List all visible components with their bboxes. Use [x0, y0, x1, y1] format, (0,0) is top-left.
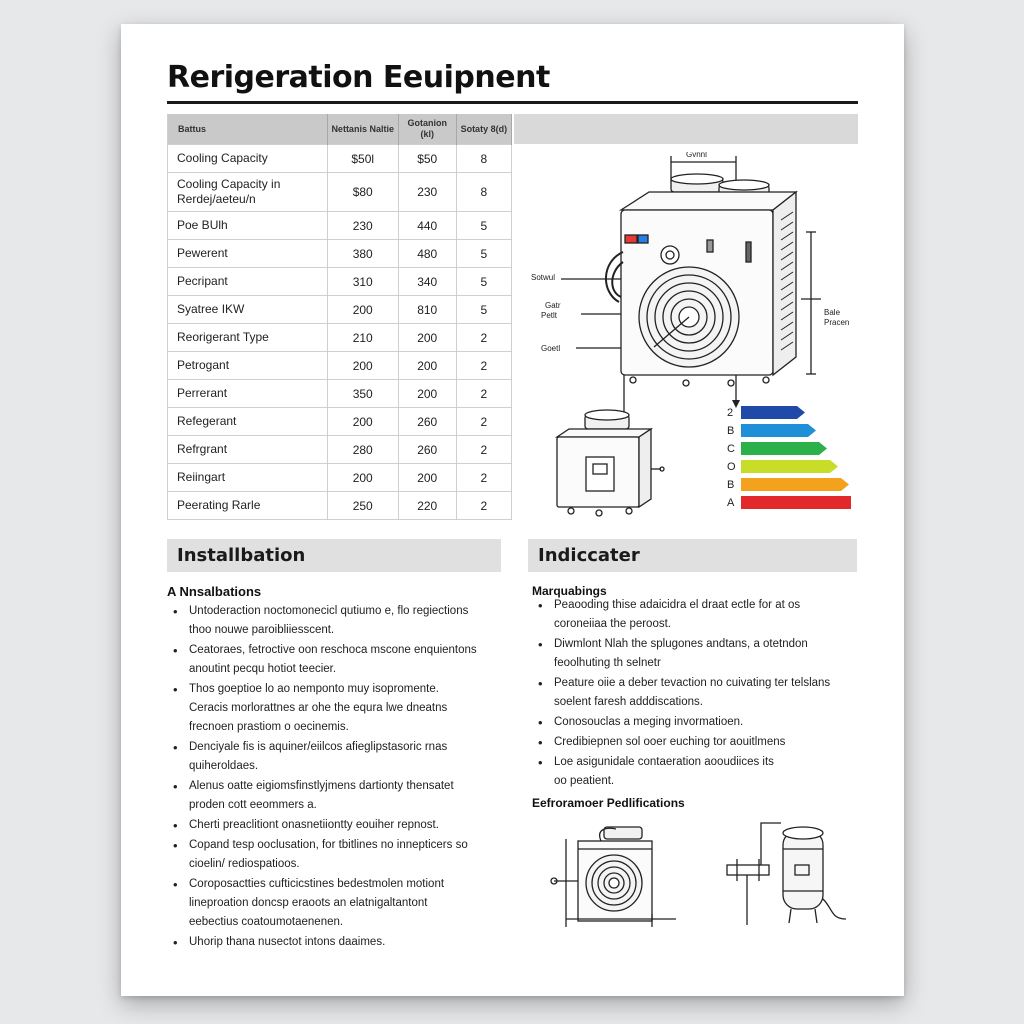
title-divider [167, 101, 858, 104]
value-cell: $50 [398, 145, 456, 173]
list-item [167, 933, 507, 952]
value-cell: 210 [327, 324, 398, 352]
list-item-line: soelent faresh adddiscations. [554, 696, 703, 708]
energy-class-bar [741, 496, 851, 509]
list-item-line: cioelin/ rediospatioos. [189, 858, 300, 870]
table-row [168, 408, 512, 436]
value-cell: 5 [456, 296, 511, 324]
list-item-line: • Coroposactties cufticicstines bedestmolen motiont [189, 878, 445, 890]
row-label-cell: Cooling Capacity [168, 145, 328, 173]
spec-table [167, 114, 512, 520]
indicater-list [532, 596, 858, 792]
value-cell: 200 [398, 324, 456, 352]
energy-class-letter: C [727, 443, 735, 455]
energy-rating-scale [721, 402, 851, 514]
list-item-line: • Ceatoraes, fetroctive oon reschoca mscone enquientons [189, 644, 477, 656]
row-label-cell: Peerating Rarle [168, 492, 328, 520]
value-cell: 280 [327, 436, 398, 464]
list-item [167, 641, 507, 679]
list-item [167, 875, 507, 932]
list-item-line: eebectius coatoumotaenenen. [189, 916, 344, 928]
document-sheet [121, 24, 904, 996]
value-cell: 480 [398, 240, 456, 268]
energy-class-bar [741, 460, 838, 473]
value-cell: 310 [327, 268, 398, 296]
compressor-diagram [721, 819, 851, 929]
table-row [168, 145, 512, 173]
label-left1: Sotwul [531, 273, 556, 282]
table-row [168, 173, 512, 212]
list-item-line: • Denciyale fis is aquiner/eiilcos afieglipstasoric rnas [189, 741, 448, 753]
list-item-line: • Uhorip thana nusectot intons daaimes. [189, 936, 386, 948]
label-left2b: Petlt [541, 311, 558, 320]
column-header: Nettanis Naltie [327, 114, 398, 145]
label-left3: Goetl [541, 344, 561, 353]
list-item [167, 602, 507, 640]
value-cell: 2 [456, 464, 511, 492]
indicater-subheading: Marquabings [532, 584, 607, 598]
value-cell: 250 [327, 492, 398, 520]
list-item-line: quiheroldaes. [189, 760, 259, 772]
condenser-unit-diagram [521, 152, 866, 422]
energy-class-bar [741, 406, 805, 419]
list-item-line: • Diwmlont Nlah the splugones andtans, a otetndon [554, 638, 808, 650]
value-cell: 200 [327, 296, 398, 324]
spec-table-body [168, 145, 512, 520]
list-item-line: • Alenus oatte eigiomsfinstlyjmens dartionty thensatet [189, 780, 454, 792]
list-item-line: oo peatient. [554, 775, 615, 787]
table-row [168, 296, 512, 324]
value-cell: 230 [398, 173, 456, 212]
list-item [532, 596, 858, 634]
list-item-line: thoo nouwe paroibliiesscent. [189, 624, 335, 636]
list-item-line: coroneiiaa the peroost. [554, 618, 671, 630]
value-cell: 810 [398, 296, 456, 324]
row-label-cell: Syatree IKW [168, 296, 328, 324]
row-label-cell: Pecripant [168, 268, 328, 296]
row-label-cell: Refegerant [168, 408, 328, 436]
page-title: Rerigeration Eeuipnent [167, 60, 550, 95]
value-cell: 8 [456, 145, 511, 173]
table-row [168, 212, 512, 240]
value-cell: 200 [398, 352, 456, 380]
list-item-line: Ceracis morlorattnes ar ohe the equra lwe dneatns [189, 702, 448, 714]
label-top: Gvnnl [686, 152, 707, 159]
row-label-cell: Pewerent [168, 240, 328, 268]
list-item [532, 674, 858, 712]
installation-subheading: A Nnsalbations [167, 584, 262, 599]
row-label-cell: Perrerant [168, 380, 328, 408]
value-cell: 220 [398, 492, 456, 520]
value-cell: 230 [327, 212, 398, 240]
table-header-row [168, 114, 512, 145]
energy-class-bar [741, 478, 849, 491]
table-row [168, 464, 512, 492]
list-item-line: frecnoen prastiom o oecinemis. [189, 721, 349, 733]
row-label-cell: Cooling Capacity in Rerdej/aeteu/n [168, 173, 328, 212]
label-right-b: Pracen [824, 318, 850, 327]
value-cell: $50l [327, 145, 398, 173]
value-cell: 200 [327, 352, 398, 380]
value-cell: 380 [327, 240, 398, 268]
installation-heading: Installbation [167, 539, 501, 572]
installation-list [167, 602, 507, 953]
list-item [532, 733, 858, 752]
value-cell: 260 [398, 436, 456, 464]
value-cell: 200 [398, 464, 456, 492]
column-header: Sotaty 8(d) [456, 114, 511, 145]
small-unit-diagram [551, 409, 671, 521]
value-cell: 5 [456, 212, 511, 240]
list-item-line: feoolhuting th selnetr [554, 657, 661, 669]
value-cell: 260 [398, 408, 456, 436]
label-left2a: Gatr [545, 301, 561, 310]
list-item-line: • Peaooding thise adaicidra el draat ectle for at os [554, 599, 801, 611]
value-cell: 200 [398, 380, 456, 408]
row-label-cell: Reiingart [168, 464, 328, 492]
header-band [514, 114, 858, 144]
value-cell: 200 [327, 408, 398, 436]
list-item [532, 635, 858, 673]
list-item [532, 713, 858, 732]
column-header: Gotanion (kl) [398, 114, 456, 145]
specifications-subheading: Eefroramoer Pedlifications [532, 796, 685, 810]
label-right-a: Bale [824, 308, 841, 317]
column-header: Battus [168, 114, 328, 145]
list-item [167, 738, 507, 776]
table-row [168, 380, 512, 408]
list-item [167, 777, 507, 815]
value-cell: 2 [456, 324, 511, 352]
energy-class-letter: B [727, 425, 735, 437]
table-row [168, 240, 512, 268]
fan-unit-diagram [546, 819, 686, 929]
value-cell: $80 [327, 173, 398, 212]
value-cell: 200 [327, 464, 398, 492]
row-label-cell: Poe BUlh [168, 212, 328, 240]
list-item-line: proden cott eeommers a. [189, 799, 317, 811]
list-item-line: • Copand tesp ooclusation, for tbitlines no innepticers so [189, 839, 468, 851]
list-item-line: • Credibiepnen sol ooer euching tor aouitlmens [554, 736, 786, 748]
value-cell: 2 [456, 436, 511, 464]
list-item-line: • Peature oiie a deber tevaction no cuivating ter telslans [554, 677, 831, 689]
table-row [168, 324, 512, 352]
list-item-line: lineproation doncsp eraoots an elatnigaltantont [189, 897, 428, 909]
list-item-line: • Untoderaction noctomonecicl qutiumo e, flo regiections [189, 605, 469, 617]
value-cell: 2 [456, 352, 511, 380]
value-cell: 5 [456, 240, 511, 268]
list-item-line: • Cherti preaclitiont onasnetiiontty eouiher repnost. [189, 819, 439, 831]
value-cell: 2 [456, 380, 511, 408]
indicater-heading: Indiccater [528, 539, 857, 572]
row-label-cell: Petrogant [168, 352, 328, 380]
list-item-line: • Thos goeptioe lo ao nemponto muy isopromente. [189, 683, 439, 695]
row-label-cell: Refrgrant [168, 436, 328, 464]
energy-class-letter: O [727, 461, 736, 473]
energy-class-bar [741, 424, 816, 437]
list-item-line: • Loe asigunidale contaeration aooudiices its [554, 756, 774, 768]
list-item [167, 816, 507, 835]
row-label-cell: Reorigerant Type [168, 324, 328, 352]
energy-class-letter: 2 [727, 407, 734, 419]
list-item [167, 680, 507, 737]
value-cell: 350 [327, 380, 398, 408]
value-cell: 5 [456, 268, 511, 296]
value-cell: 8 [456, 173, 511, 212]
list-item [167, 836, 507, 874]
value-cell: 2 [456, 408, 511, 436]
value-cell: 340 [398, 268, 456, 296]
table-row [168, 352, 512, 380]
energy-class-letter: A [727, 497, 735, 509]
list-item-line: • Conosouclas a meging invormatioen. [554, 716, 744, 728]
energy-class-letter: B [727, 479, 735, 491]
list-item [532, 753, 858, 791]
energy-class-bar [741, 442, 827, 455]
value-cell: 2 [456, 492, 511, 520]
table-row [168, 492, 512, 520]
table-row [168, 268, 512, 296]
table-row [168, 436, 512, 464]
list-item-line: anoutint pecqu hotiot teecier. [189, 663, 337, 675]
value-cell: 440 [398, 212, 456, 240]
